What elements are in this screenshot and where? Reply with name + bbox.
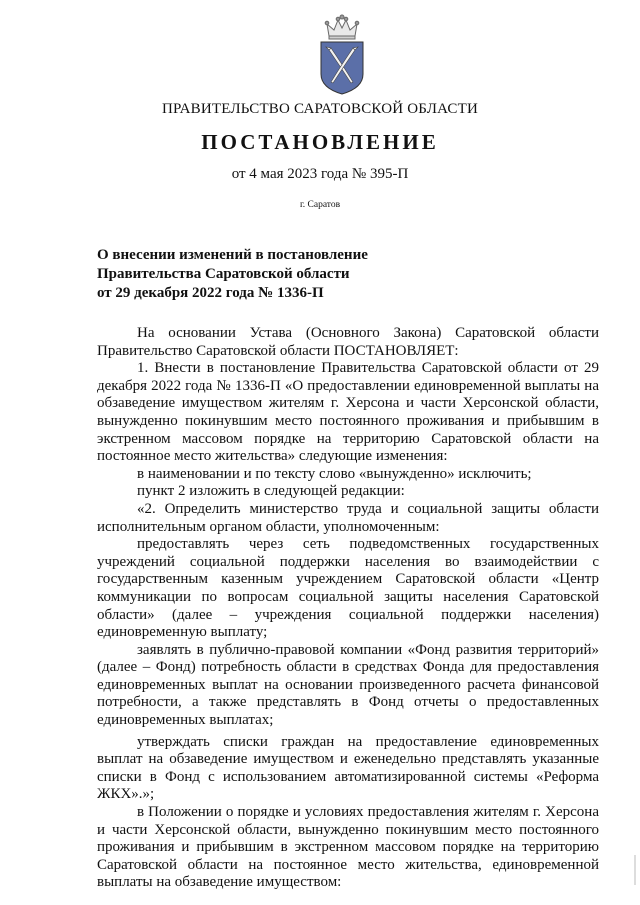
paragraph: в наименовании и по тексту слово «вынужденно» исключить;	[137, 465, 532, 482]
saratov-coat-of-arms-icon	[317, 14, 367, 96]
paragraph: заявлять в публично-правовой компании «Фонд развития территорий» (далее – Фонд) потребность области в средствах Фонда для предоставления единовременных выплат на основании произведенного расчета финансовой потребности, а также представлять в Фонд отчеты о предоставленных единовременных выплатах;	[97, 641, 599, 729]
paragraph: 1. Внести в постановление Правительства Саратовской области от 29 декабря 2022 года № 1336-П «О предоставлении единовременной выплаты на обзаведение имуществом жителям г. Херсона и части Херсонской области, вынужденно покинувшим место постоянного проживания и прибывшим в экстренном массовом порядке на территорию Саратовской области на постоянное место жительства» следующие изменения:	[97, 360, 599, 465]
document-type: ПОСТАНОВЛЕНИЕ	[201, 130, 439, 154]
paragraph: На основании Устава (Основного Закона) Саратовской области Правительство Саратовской области ПОСТАНОВЛЯЕТ:	[97, 325, 599, 359]
date-and-number: от 4 мая 2023 года № 395-П	[231, 166, 409, 182]
subject-line: от 29 декабря 2022 года № 1336-П	[97, 285, 324, 301]
document-subject	[97, 246, 368, 303]
subject-line: Правительства Саратовской области	[97, 266, 350, 282]
paragraph: утверждать списки граждан на предоставление единовременных выплат на обзаведение имуществом и еженедельно представлять указанные списки в Фонд с использованием автоматизированной системы «Реформа ЖКХ».»;	[97, 733, 599, 803]
document-body	[97, 325, 599, 892]
paragraph: предоставлять через сеть подведомственных государственных учреждений социальной поддержки населения во взаимодействии с государственным казенным учреждением Саратовской области «Центр коммуникации по вопросам социальной защиты населения Саратовской области» (далее – учреждения социальной поддержки населения) единовременную выплату;	[97, 536, 599, 641]
paragraph: «2. Определить министерство труда и социальной защиты области исполнительным органом области, уполномоченным:	[97, 500, 599, 535]
government-name: ПРАВИТЕЛЬСТВО САРАТОВСКОЙ ОБЛАСТИ	[161, 101, 479, 117]
paragraph: в Положении о порядке и условиях предоставления жителям г. Херсона и части Херсонской области, вынужденно покинувшим место постоянного проживания и прибывшим в экстренном массовом порядке на территорию Саратовской области на постоянное место жительства, единовременной выплаты на обзаведение имуществом:	[97, 804, 599, 891]
subject-line: О внесении изменений в постановление	[97, 247, 368, 263]
city: г. Саратов	[299, 200, 341, 210]
paragraph: пункт 2 изложить в следующей редакции:	[137, 483, 405, 500]
scan-edge-mark	[634, 855, 636, 885]
